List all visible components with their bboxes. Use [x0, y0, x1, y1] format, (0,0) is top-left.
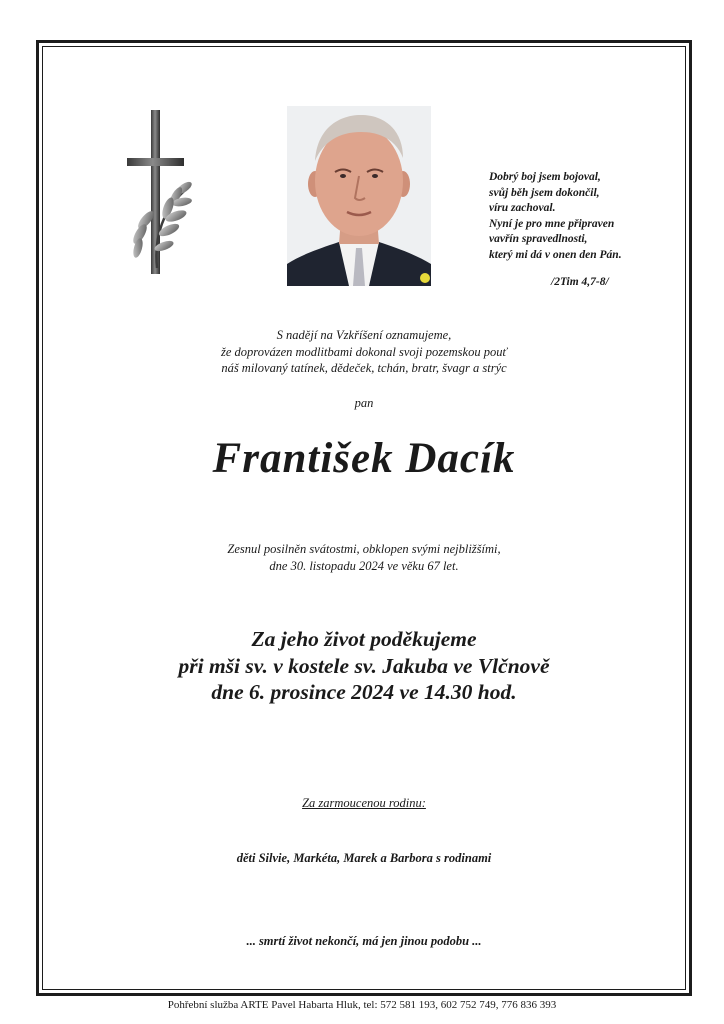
death-notice-line: Zesnul posilněn svátostmi, obklopen svými nejbližšími,: [227, 542, 501, 556]
verse-line: víru zachoval.: [489, 202, 556, 215]
family-members: děti Silvie, Markéta, Marek a Barbora s rodinami: [236, 851, 492, 865]
mass-info: [42, 626, 686, 706]
cross-with-palm-branch-icon: [124, 108, 198, 276]
funeral-service-footer: Pohřební služba ARTE Pavel Habarta Hluk, tel: 572 581 193, 602 752 749, 776 836 393: [167, 999, 557, 1011]
verse-line: Nyní je pro mne připraven: [489, 217, 615, 230]
mass-line: Za jeho život poděkujeme: [251, 627, 477, 651]
announcement-line: že doprovázen modlitbami dokonal svoji pozemskou pouť: [221, 344, 507, 359]
announcement: [42, 327, 686, 377]
verse-line: který mi dá v onen den Pán.: [489, 248, 622, 261]
death-notice-line: dne 30. listopadu 2024 ve věku 67 let.: [269, 558, 459, 573]
honorific: pan: [354, 396, 374, 410]
death-notice: [42, 541, 686, 574]
verse-line: Dobrý boj jsem bojoval,: [489, 171, 601, 183]
family-label: [42, 796, 686, 811]
announcement-line: náš milovaný tatínek, dědeček, tchán, bratr, švagr a strýc: [221, 361, 507, 375]
announcement-line: S nadějí na Vzkříšení oznamujeme,: [276, 328, 452, 342]
closing-motto: ... smrtí život nekončí, má jen jinou podobu ...: [246, 934, 482, 948]
verse-line: svůj běh jsem dokončil,: [489, 186, 600, 199]
verse-reference: /2Tim 4,7-8/: [551, 276, 609, 288]
family-label-text: Za zarmoucenou rodinu:: [302, 796, 426, 810]
deceased-name: František Dacík: [212, 435, 516, 482]
portrait-photo: [287, 106, 431, 286]
mass-line: dne 6. prosince 2024 ve 14.30 hod.: [211, 680, 517, 704]
verse-line: vavřín spravedlnosti,: [489, 233, 588, 246]
mass-line: při mši sv. v kostele sv. Jakuba ve Vlčnově: [178, 653, 550, 678]
bible-verse: [489, 170, 689, 264]
